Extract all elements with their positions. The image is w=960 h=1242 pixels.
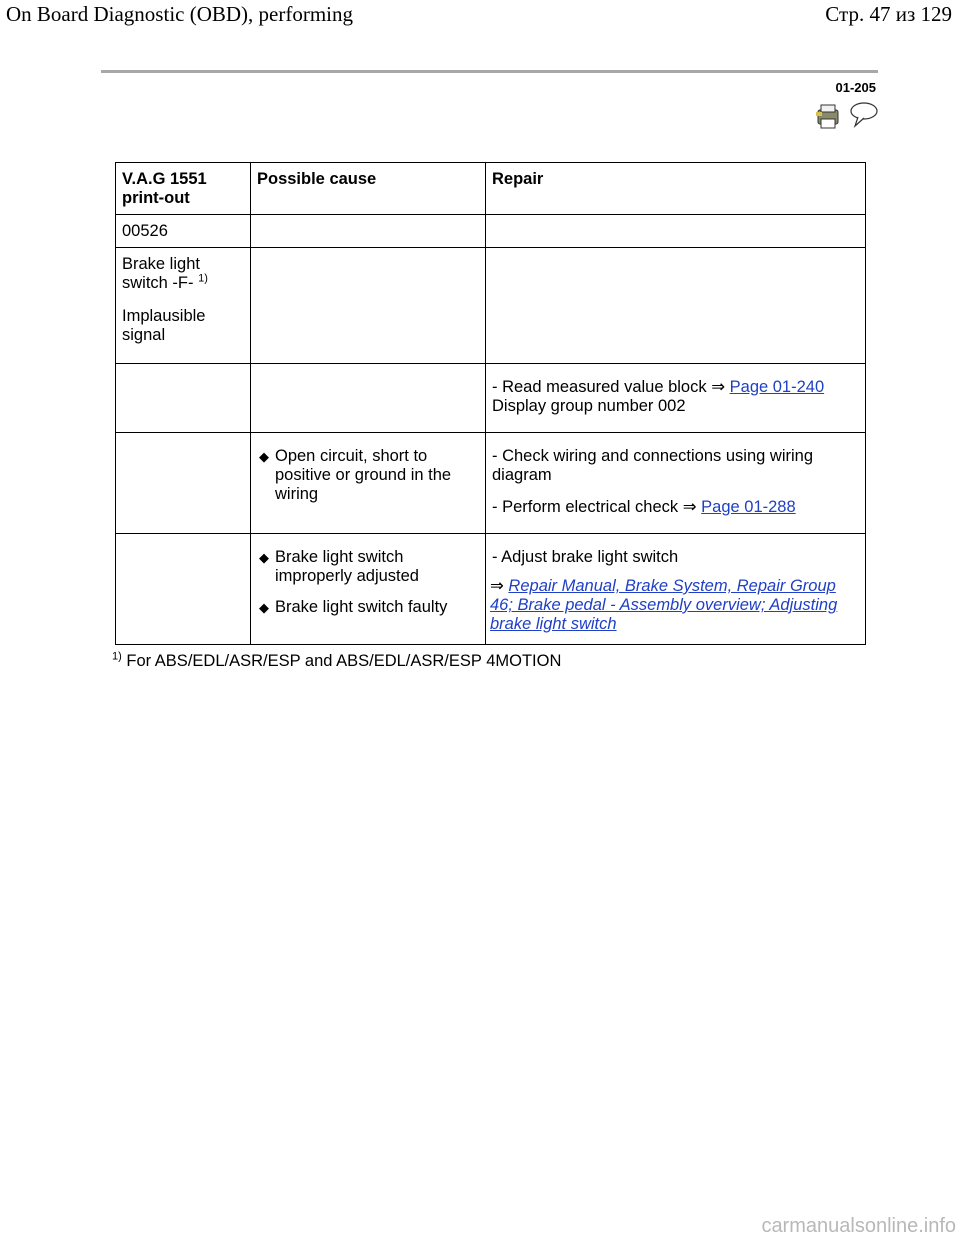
table-row xyxy=(116,534,866,645)
column-header-repair: Repair xyxy=(486,163,866,215)
toolbar-icons xyxy=(812,100,882,132)
table-row xyxy=(116,433,866,534)
header-divider xyxy=(101,70,878,73)
table-row xyxy=(116,248,866,364)
cause-cell xyxy=(251,433,486,534)
page-counter: Стр. 47 из 129 xyxy=(825,2,952,26)
diamond-bullet-icon: ◆ xyxy=(259,449,269,464)
table-row xyxy=(116,215,866,248)
repair-measure-cell: - Read measured value block ⇒ Page 01-240 Display group number 002 xyxy=(486,364,866,433)
repair-switch-cell: - Adjust brake light switch ⇒ Repair Manual, Brake System, Repair Group 46; Brake pedal - Assembly overview; Adjusting brake light switch xyxy=(486,534,866,645)
cause-text: Brake light switch faulty xyxy=(275,598,448,616)
diagnostic-table xyxy=(115,162,866,645)
footnote xyxy=(112,652,561,671)
watermark: carmanualsonline.info xyxy=(761,1215,956,1237)
document-title: On Board Diagnostic (OBD), performing xyxy=(6,2,354,26)
page-link-01-240[interactable]: Page 01-240 xyxy=(729,378,825,396)
diamond-bullet-icon: ◆ xyxy=(259,600,269,615)
fault-description: Implausible signal xyxy=(122,307,206,344)
page-link-01-288[interactable]: Page 01-288 xyxy=(701,498,796,516)
cause-text: Open circuit, short to positive or ground in the wiring xyxy=(275,447,452,503)
table-row xyxy=(116,364,866,433)
footnote-ref: 1) xyxy=(198,272,208,285)
footnote-marker: 1) xyxy=(112,650,122,663)
repair-manual-link[interactable]: Repair Manual, Brake System, Repair Group 46; Brake pedal - Assembly overview; Adjusting brake light switch xyxy=(490,577,838,633)
page-number: 01-205 xyxy=(835,80,876,95)
component-cell xyxy=(116,248,251,364)
footnote-text: For ABS/EDL/ASR/ESP and ABS/EDL/ASR/ESP 4MOTION xyxy=(126,652,562,670)
printer-icon[interactable] xyxy=(816,105,838,128)
speech-bubble-icon[interactable] xyxy=(851,103,877,126)
table-header-row xyxy=(116,163,866,215)
cause-cell xyxy=(251,534,486,645)
column-header-cause: Possible cause xyxy=(251,163,486,215)
component-name: Brake light switch -F- xyxy=(122,255,200,292)
repair-wiring-cell: - Check wiring and connections using wiring diagram - Perform electrical check ⇒ Page 01-288 xyxy=(486,433,866,534)
fault-code: 00526 xyxy=(116,215,251,248)
cause-text: Brake light switch improperly adjusted xyxy=(275,548,419,585)
column-header-printout: V.A.G 1551 print-out xyxy=(116,163,251,215)
diamond-bullet-icon: ◆ xyxy=(259,550,269,565)
